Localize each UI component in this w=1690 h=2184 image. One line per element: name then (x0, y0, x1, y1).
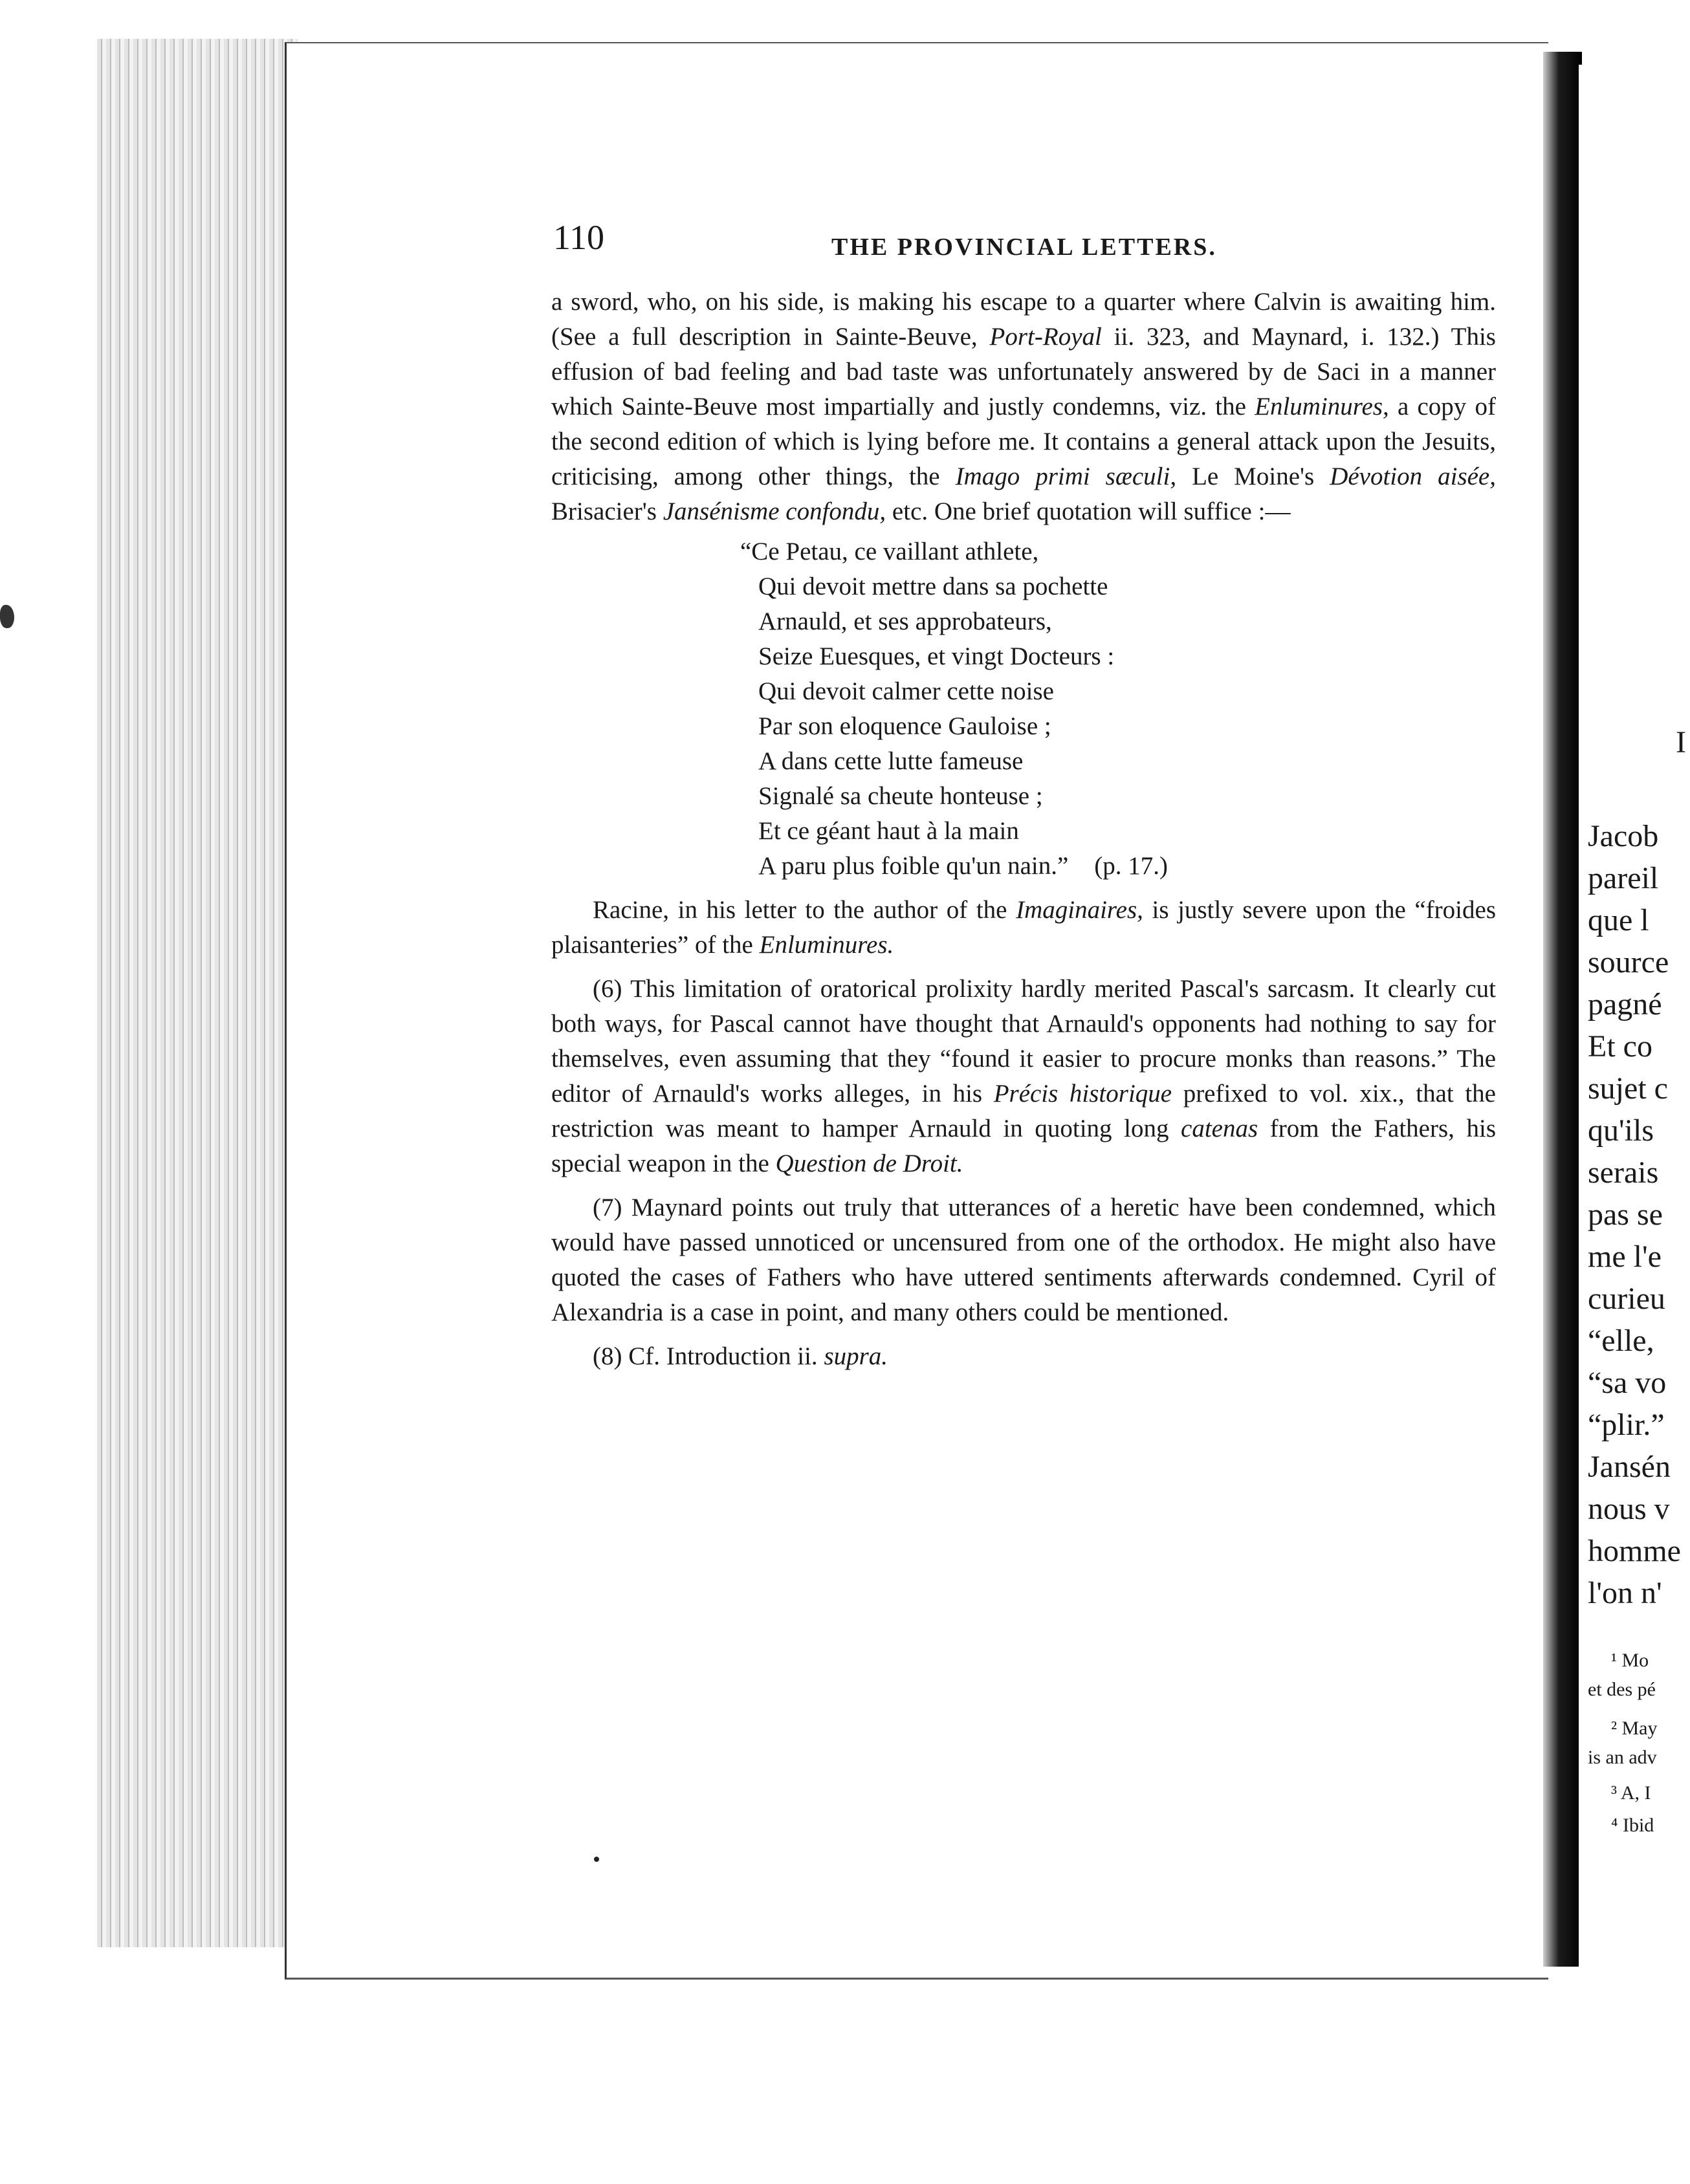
facing-line: Jansén (1588, 1450, 1671, 1484)
poem-line: Signalé sa cheute honteuse ; (758, 782, 1043, 810)
quoted-poem (740, 534, 1496, 884)
facing-line: pagné (1588, 987, 1662, 1021)
facing-footnote: ³ A, I (1611, 1782, 1651, 1804)
note-8: (8) Cf. Introduction ii. supra. (593, 1342, 888, 1370)
poem-line: Qui devoit mettre dans sa pochette (758, 573, 1108, 600)
facing-line: l'on n' (1588, 1576, 1662, 1610)
facing-line: pareil (1588, 861, 1659, 895)
facing-line: sujet c (1588, 1071, 1668, 1106)
facing-footnote: is an adv (1588, 1747, 1657, 1768)
paragraph-racine: Racine, in his letter to the author of the Imaginaires, is justly severe upon the “froides plaisanteries” of the Enluminures. (551, 896, 1496, 959)
book-gutter (1543, 52, 1582, 1967)
poem-line: Qui devoit calmer cette noise (758, 677, 1054, 705)
facing-line: Jacob (1588, 819, 1659, 853)
facing-line: nous v (1588, 1492, 1670, 1526)
poem-reference: (p. 17.) (1094, 852, 1169, 880)
ink-dot (594, 1857, 599, 1862)
poem-line: Et ce géant haut à la main (758, 817, 1019, 845)
facing-line: serais (1588, 1155, 1659, 1190)
facing-line: source (1588, 945, 1669, 979)
note-7: (7) Maynard points out truly that utterances of a heretic have been condemned, which would have passed unnoticed or uncensured from one of the orthodox. He might also have quoted the cases of Fathers who have uttered sentiments afterwards condemned. Cyril of Alexandria is a case in point, and many others could be mentioned. (551, 1194, 1496, 1326)
facing-line: “elle, (1588, 1324, 1654, 1358)
facing-line: I (1676, 725, 1686, 759)
poem-line: Arnauld, et ses approbateurs, (758, 607, 1052, 635)
facing-line: pas se (1588, 1197, 1663, 1232)
ink-mark (0, 605, 14, 628)
facing-page-fragment (1579, 65, 1690, 2005)
poem-line: Par son eloquence Gauloise ; (758, 712, 1051, 740)
note-6: (6) This limitation of oratorical prolixity hardly merited Pascal's sarcasm. It clearly cut both ways, for Pascal cannot have thought that Arnauld's opponents had nothing to say for themselves, even assuming that they “found it easier to procure monks than reasons.” The editor of Arnauld's works alleges, in his Précis historique prefixed to vol. xix., that the restriction was meant to hamper Arnauld in quoting long catenas from the Fathers, his special weapon in the Question de Droit. (551, 975, 1496, 1177)
poem-line: A paru plus foible qu'un nain.” (p. 17.) (758, 852, 1169, 880)
facing-line: Et co (1588, 1029, 1652, 1064)
facing-line: curieu (1588, 1282, 1665, 1316)
page-body (551, 285, 1496, 1374)
facing-line: que l (1588, 903, 1649, 937)
poem-line: “Ce Petau, ce vaillant athlete, (740, 538, 1039, 565)
facing-line: “plir.” (1588, 1408, 1665, 1442)
poem-line: Seize Euesques, et vingt Docteurs : (758, 642, 1115, 670)
paragraph-continuation: a sword, who, on his side, is making his escape to a quarter where Calvin is awaiting him. (See a full description in Sainte-Beuve, Port-Royal ii. 323, and Maynard, i. 132.) This effusion of bad feeling and bad taste was unfortunately answered by de Saci in a manner which Sainte-Beuve most impartially and justly condemns, viz. the Enluminures, a copy of the second edition of which is lying before me. It contains a general attack upon the Jesuits, criticising, among other things, the Imago primi sæculi, Le Moine's Dévotion aisée, Brisacier's Jansénisme confondu, etc. One brief quotation will suffice :— (551, 288, 1497, 525)
poem-line: A dans cette lutte fameuse (758, 747, 1024, 775)
facing-line: “sa vo (1588, 1366, 1667, 1400)
facing-footnote: ⁴ Ibid (1611, 1815, 1654, 1836)
facing-line: qu'ils (1588, 1113, 1654, 1148)
facing-line: homme (1588, 1534, 1681, 1568)
facing-footnote: ¹ Mo (1611, 1650, 1649, 1671)
running-head-title: THE PROVINCIAL LETTERS. (831, 234, 1217, 261)
page-number: 110 (553, 218, 604, 257)
facing-line: me l'e (1588, 1239, 1662, 1274)
stacked-page-edges (97, 39, 298, 1947)
facing-footnote: et des pé (1588, 1679, 1656, 1700)
facing-footnote: ² May (1611, 1718, 1658, 1739)
